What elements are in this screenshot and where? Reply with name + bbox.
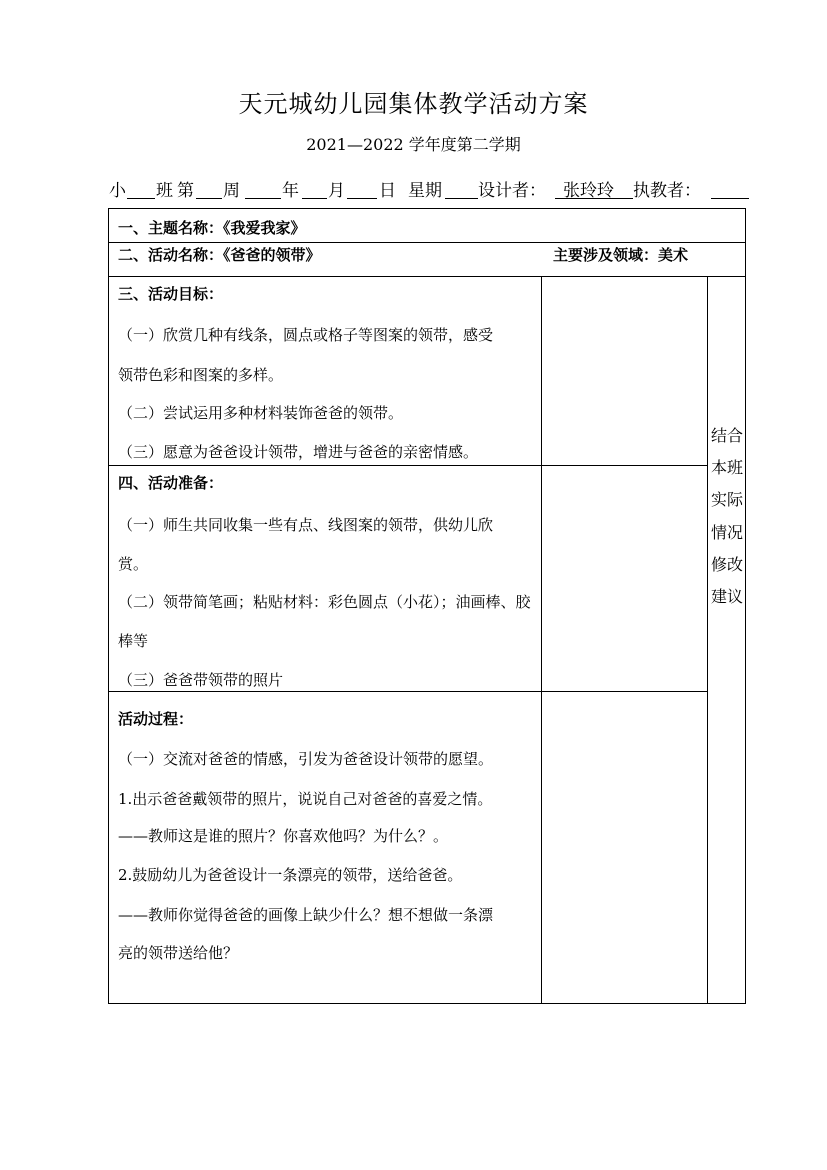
row-divider <box>108 465 708 466</box>
column-divider <box>707 276 708 1004</box>
week-blank <box>196 198 222 199</box>
preparation-line: 赏。 <box>118 555 149 573</box>
activity-name: 二、活动名称：《爸爸的领带》 <box>118 246 321 264</box>
preparation-line: 棒等 <box>118 632 149 650</box>
teacher-blank <box>711 198 749 199</box>
week-prefix: 第 <box>177 181 194 201</box>
goals-heading: 三、活动目标： <box>118 285 224 303</box>
preparation-line: （一）师生共同收集一些有点、线图案的领带，供幼儿欣 <box>118 516 494 534</box>
preparation-line: （三）爸爸带领带的照片 <box>118 671 284 689</box>
preparation-line: （二）领带简笔画；粘贴材料：彩色圆点（小花）；油画棒、胶 <box>118 593 531 611</box>
preparation-heading: 四、活动准备： <box>118 474 224 492</box>
document-title: 天元城幼儿园集体教学活动方案 <box>238 90 589 118</box>
goals-line: （一）欣赏几种有线条，圆点或格子等图案的领带，感受 <box>118 326 494 344</box>
designer-label: 设计者： <box>478 181 546 201</box>
day-blank <box>347 198 377 199</box>
process-line: 2.鼓励幼儿为爸爸设计一条漂亮的领带，送给爸爸。 <box>118 866 463 884</box>
process-heading: 活动过程： <box>118 710 194 728</box>
day-label: 日 <box>379 181 396 201</box>
class-blank <box>127 198 155 199</box>
process-line: ——教师这是谁的照片？你喜欢他吗？为什么？。 <box>118 827 449 845</box>
teacher-label: 执教者： <box>633 181 701 201</box>
subject-domain: 主要涉及领域：美术 <box>553 246 689 264</box>
weekday-label: 星期 <box>408 181 442 201</box>
month-blank <box>302 198 327 199</box>
semester-subtitle: 2021—2022 学年度第二学期 <box>306 135 521 154</box>
month-label: 月 <box>328 181 345 201</box>
row-divider <box>108 242 746 243</box>
weekday-blank <box>445 198 478 199</box>
goals-line: 领带色彩和图案的多样。 <box>118 366 284 384</box>
week-suffix: 周 <box>223 181 240 201</box>
process-line: 亮的领带送给他？ <box>118 944 239 962</box>
designer-name: 张玲玲 <box>563 181 614 201</box>
row-divider <box>108 691 708 692</box>
year-blank <box>245 198 281 199</box>
goals-line: （二）尝试运用多种材料装饰爸爸的领带。 <box>118 404 404 422</box>
process-line: ——教师你觉得爸爸的画像上缺少什么？想不想做一条漂 <box>118 906 494 924</box>
column-divider <box>541 276 542 1004</box>
process-line: 1.出示爸爸戴领带的照片，说说自己对爸爸的喜爱之情。 <box>118 790 493 808</box>
info-line <box>109 174 749 200</box>
row-divider <box>108 276 746 277</box>
revision-note-column: 结合本班实际情况修改建议 <box>710 426 743 607</box>
process-line: （一）交流对爸爸的情感，引发为爸爸设计领带的愿望。 <box>118 750 494 768</box>
class-prefix: 小 <box>109 181 126 201</box>
class-suffix: 班 <box>156 181 173 201</box>
goals-line: （三）愿意为爸爸设计领带，增进与爸爸的亲密情感。 <box>118 443 479 461</box>
theme-name: 一、主题名称：《我爱我家》 <box>118 219 306 237</box>
year-label: 年 <box>282 181 299 201</box>
